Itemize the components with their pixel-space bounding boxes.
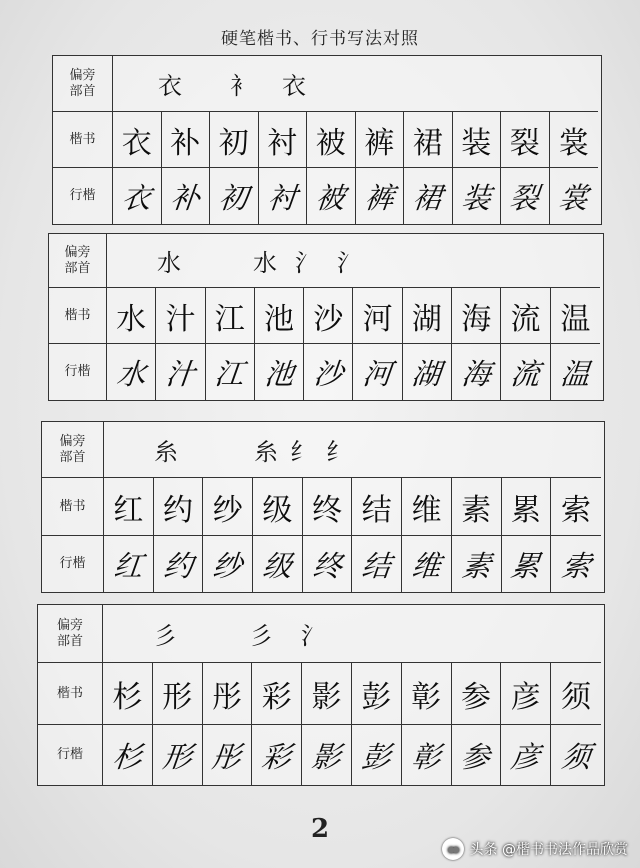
xingkai-cell (502, 536, 552, 592)
kaishu-cell (203, 478, 253, 536)
xingkai-character: 温 (558, 356, 592, 391)
kaishu-cell (259, 112, 308, 168)
kaishu-cell (551, 663, 601, 725)
xingkai-cell (304, 344, 353, 400)
kaishu-character: 彭 (361, 679, 392, 715)
kaishu-cell (453, 112, 502, 168)
kaishu-character: 终 (312, 492, 343, 528)
xingkai-character: 裂 (508, 180, 541, 215)
kaishu-character: 裳 (558, 125, 589, 161)
xingkai-character: 沙 (311, 356, 345, 391)
row-label-text: 行楷 (64, 364, 91, 379)
kaishu-character: 维 (411, 492, 442, 528)
xingkai-character: 级 (260, 548, 294, 583)
kaishu-cell (154, 478, 204, 536)
xingkai-cell (259, 168, 308, 224)
xingkai-cell (303, 536, 353, 592)
kaishu-character: 级 (262, 492, 293, 528)
kaishu-character: 结 (361, 492, 392, 528)
kaishu-character: 池 (264, 301, 295, 337)
kaishu-character: 温 (560, 301, 591, 337)
row-label-text: 楷书 (64, 307, 91, 323)
xingkai-cell (156, 344, 205, 400)
xingkai-cell (154, 536, 204, 592)
row-label-xingkai (42, 536, 104, 592)
kaishu-character: 裤 (364, 125, 395, 161)
radical-header (113, 56, 598, 112)
kaishu-character: 索 (561, 492, 592, 528)
radical-forms (158, 66, 306, 101)
xingkai-character: 彤 (210, 739, 244, 774)
xingkai-cell (103, 725, 153, 785)
kaishu-character: 装 (461, 125, 492, 161)
xingkai-character: 终 (310, 548, 344, 583)
row-label-text: 楷书 (59, 498, 86, 514)
xingkai-character: 参 (459, 739, 493, 774)
xingkai-character: 彩 (260, 739, 293, 774)
xingkai-character: 杉 (110, 739, 144, 774)
row-label-radical (42, 422, 104, 478)
xingkai-cell (453, 168, 502, 224)
kaishu-cell (162, 112, 211, 168)
row-label-kaishu (53, 112, 113, 168)
xingkai-cell (104, 536, 154, 592)
kaishu-character: 海 (461, 301, 492, 337)
xingkai-cell (452, 536, 502, 592)
xingkai-character: 裳 (557, 180, 590, 215)
row-label-text: 行楷 (56, 747, 83, 762)
xingkai-character: 彦 (509, 739, 542, 774)
kaishu-character: 彩 (261, 679, 292, 715)
kaishu-cell (352, 478, 402, 536)
xingkai-cell (551, 725, 601, 785)
radical-form: 糸 (154, 438, 178, 466)
kaishu-cell (255, 288, 304, 344)
xingkai-cell (203, 536, 253, 592)
xingkai-cell (403, 344, 452, 400)
xingkai-cell (551, 344, 600, 400)
kaishu-character: 红 (113, 492, 144, 528)
xingkai-cell (153, 725, 203, 785)
kaishu-cell (352, 663, 402, 725)
radical-form: 纟 (290, 438, 314, 466)
xingkai-character: 须 (559, 739, 593, 774)
xingkai-cell (402, 536, 452, 592)
xingkai-character: 累 (509, 548, 542, 583)
xingkai-character: 裙 (411, 180, 444, 215)
xingkai-cell (501, 344, 550, 400)
kaishu-cell (303, 478, 353, 536)
xingkai-character: 约 (161, 548, 195, 583)
xingkai-character: 汁 (163, 356, 197, 391)
radical-block-3 (41, 421, 605, 593)
xingkai-cell (352, 536, 402, 592)
kaishu-cell (501, 663, 551, 725)
xingkai-character: 初 (217, 180, 250, 215)
radical-form: 衣 (158, 72, 182, 100)
xingkai-cell (162, 168, 211, 224)
xingkai-cell (252, 725, 302, 785)
xingkai-character: 补 (168, 180, 202, 215)
radical-forms (157, 243, 361, 278)
kaishu-character: 河 (362, 301, 393, 337)
row-label-text: 偏旁 部首 (64, 244, 91, 276)
watermark (442, 838, 628, 860)
radical-header (107, 234, 600, 288)
xingkai-cell (307, 168, 356, 224)
kaishu-cell (203, 663, 253, 725)
xingkai-character: 海 (459, 356, 493, 391)
page-title: 硬笔楷书、行书写法对照 (221, 29, 419, 49)
row-label-xingkai (49, 344, 107, 400)
xingkai-character: 河 (361, 356, 394, 391)
kaishu-character: 杉 (112, 679, 143, 715)
kaishu-cell (402, 478, 452, 536)
xingkai-character: 江 (213, 356, 246, 391)
kaishu-character: 纱 (212, 492, 243, 528)
radical-block-2 (48, 233, 604, 401)
radical-form: 水 (157, 249, 181, 277)
kaishu-character: 裂 (509, 125, 540, 161)
xingkai-character: 流 (509, 356, 542, 391)
kaishu-cell (304, 288, 353, 344)
row-label-text: 楷书 (56, 685, 83, 701)
xingkai-cell (501, 168, 550, 224)
row-label-text: 行楷 (59, 556, 86, 571)
radical-header (103, 605, 601, 663)
kaishu-cell (210, 112, 259, 168)
kaishu-character: 汁 (165, 301, 196, 337)
kaishu-character: 彤 (211, 679, 242, 715)
radical-block-4 (37, 604, 605, 786)
kaishu-character: 衬 (267, 125, 298, 161)
kaishu-character: 裙 (412, 125, 443, 161)
kaishu-cell (302, 663, 352, 725)
kaishu-character: 约 (163, 492, 194, 528)
kaishu-character: 水 (116, 301, 147, 337)
kaishu-character: 江 (214, 301, 245, 337)
page-number: 2 (310, 814, 330, 844)
xingkai-character: 衬 (265, 180, 299, 215)
xingkai-character: 维 (410, 548, 443, 583)
kaishu-cell (402, 663, 452, 725)
kaishu-cell (452, 478, 502, 536)
radical-header (104, 422, 601, 478)
xingkai-character: 衣 (120, 180, 153, 215)
xingkai-character: 被 (314, 180, 347, 215)
row-label-radical (53, 56, 113, 112)
kaishu-cell (252, 663, 302, 725)
xingkai-cell (501, 725, 551, 785)
xingkai-character: 湖 (410, 356, 444, 391)
xingkai-character: 水 (114, 356, 148, 391)
kaishu-cell (356, 112, 405, 168)
xingkai-cell (550, 168, 599, 224)
xingkai-character: 索 (559, 548, 593, 583)
radical-form: 彡 (153, 622, 177, 650)
radical-form: 彡 (249, 622, 273, 650)
radical-form: 氵 (295, 249, 319, 277)
row-label-radical (49, 234, 107, 288)
row-label-xingkai (53, 168, 113, 224)
radical-form: 衣 (282, 72, 306, 100)
radical-block-1 (52, 55, 602, 225)
xingkai-character: 装 (459, 180, 493, 215)
row-label-text: 行楷 (69, 188, 96, 203)
row-label-text: 楷书 (69, 131, 96, 147)
kaishu-cell (501, 112, 550, 168)
row-label-kaishu (42, 478, 104, 536)
kaishu-cell (551, 478, 601, 536)
radical-form: 氵 (301, 622, 325, 650)
xingkai-character: 彭 (359, 739, 393, 774)
xingkai-character: 红 (111, 548, 145, 583)
row-label-radical (38, 605, 103, 663)
kaishu-character: 被 (315, 125, 346, 161)
kaishu-cell (307, 112, 356, 168)
xingkai-character: 裤 (362, 180, 396, 215)
xingkai-cell (404, 168, 453, 224)
kaishu-cell (404, 112, 453, 168)
row-label-xingkai (38, 725, 103, 785)
kaishu-character: 素 (461, 492, 492, 528)
xingkai-cell (113, 168, 162, 224)
xingkai-cell (352, 725, 402, 785)
kaishu-character: 彰 (411, 679, 442, 715)
kaishu-cell (104, 478, 154, 536)
kaishu-character: 彦 (510, 679, 541, 715)
watermark-text: 头条 @楷书书法作品欣赏 (469, 842, 628, 858)
xingkai-cell (253, 536, 303, 592)
kaishu-character: 初 (218, 125, 249, 161)
kaishu-cell (501, 288, 550, 344)
xingkai-cell (452, 725, 502, 785)
kaishu-character: 衣 (121, 125, 152, 161)
kaishu-cell (403, 288, 452, 344)
xingkai-character: 素 (459, 548, 493, 583)
row-label-kaishu (49, 288, 107, 344)
kaishu-character: 补 (170, 125, 201, 161)
kaishu-cell (107, 288, 156, 344)
kaishu-cell (156, 288, 205, 344)
row-label-text: 偏旁 部首 (69, 67, 96, 99)
kaishu-character: 流 (510, 301, 541, 337)
kaishu-cell (353, 288, 402, 344)
kaishu-cell (502, 478, 552, 536)
xingkai-character: 池 (262, 356, 296, 391)
xingkai-cell (452, 344, 501, 400)
radical-forms (153, 616, 325, 651)
kaishu-cell (550, 112, 599, 168)
kaishu-character: 累 (510, 492, 541, 528)
wechat-icon (442, 838, 464, 860)
xingkai-cell (210, 168, 259, 224)
xingkai-character: 结 (360, 548, 393, 583)
kaishu-character: 形 (162, 679, 193, 715)
xingkai-character: 彰 (409, 739, 443, 774)
xingkai-cell (302, 725, 352, 785)
xingkai-cell (255, 344, 304, 400)
row-label-text: 偏旁 部首 (56, 617, 83, 649)
kaishu-cell (452, 288, 501, 344)
kaishu-character: 参 (460, 679, 491, 715)
kaishu-character: 湖 (411, 301, 442, 337)
kaishu-cell (153, 663, 203, 725)
kaishu-cell (206, 288, 255, 344)
kaishu-cell (113, 112, 162, 168)
xingkai-cell (353, 344, 402, 400)
xingkai-cell (203, 725, 253, 785)
kaishu-character: 沙 (313, 301, 344, 337)
kaishu-cell (103, 663, 153, 725)
xingkai-character: 纱 (211, 548, 244, 583)
kaishu-character: 须 (561, 679, 592, 715)
radical-forms (154, 432, 350, 467)
kaishu-character: 影 (311, 679, 342, 715)
row-label-kaishu (38, 663, 103, 725)
radical-form: 水 (253, 249, 277, 277)
kaishu-cell (253, 478, 303, 536)
radical-form: 氵 (337, 249, 361, 277)
radical-form: 纟 (326, 438, 350, 466)
radical-form: 糸 (254, 438, 278, 466)
xingkai-cell (107, 344, 156, 400)
xingkai-character: 影 (310, 739, 343, 774)
radical-form: 衤 (230, 72, 254, 100)
row-label-text: 偏旁 部首 (59, 433, 86, 465)
kaishu-cell (452, 663, 502, 725)
xingkai-cell (356, 168, 405, 224)
kaishu-cell (551, 288, 600, 344)
xingkai-cell (206, 344, 255, 400)
xingkai-character: 形 (160, 739, 194, 774)
xingkai-cell (402, 725, 452, 785)
xingkai-cell (551, 536, 601, 592)
